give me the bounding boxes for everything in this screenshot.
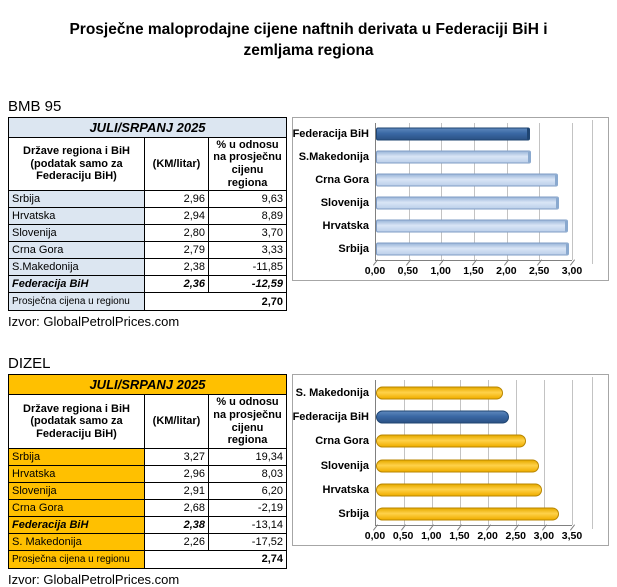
pct-cell: -2,19 [209,499,287,516]
axis-tick-label: 2,50 [528,264,550,277]
price-cell: 2,91 [145,482,209,499]
bars [376,380,572,526]
axis-tick-label: 1,50 [449,530,470,543]
table-row [9,225,287,242]
table-row [9,191,287,208]
country-cell: Federacija BiH [9,276,145,293]
bmb95-heading: BMB 95 [8,97,62,115]
dizel-col-country: Države regiona i BiH (podatak samo za Federaciju BiH) [9,395,145,449]
pct-cell: 6,20 [209,482,287,499]
table-row-federacija-bih [9,516,287,533]
price-cell: 2,96 [145,191,209,208]
category-label: Crna Gora [315,174,369,187]
gridline [572,123,573,260]
pct-cell: 8,03 [209,465,287,482]
country-cell: S.Makedonija [9,259,145,276]
axis-tick-label: 1,00 [430,264,451,277]
country-cell: Srbija [9,448,145,465]
price-cell: 2,38 [145,259,209,276]
pct-cell: 19,34 [209,448,287,465]
table-row [9,208,287,225]
axis-tick-label: 0,00 [364,530,386,543]
category-labels [292,123,371,261]
table-row [9,259,287,276]
bmb95-bar-chart [292,117,609,281]
table-row [9,242,287,259]
axis-tick-label: 1,50 [463,264,484,277]
section-bmb95 [8,98,609,330]
bmb95-table [8,117,287,312]
gridline [572,380,573,525]
country-cell: Hrvatska [9,465,145,482]
price-cell: 2,96 [145,465,209,482]
axis-tick-label: 3,00 [533,530,555,543]
category-label: Crna Gora [315,435,369,448]
chart-bar [376,410,509,423]
axis-tick-label: 2,50 [505,530,526,543]
axis-tick-label: 0,50 [392,530,414,543]
country-cell: Slovenija [9,225,145,242]
page-title: Prosječne maloprodajne cijene naftnih derivata u Federaciji BiH i zemljama regiona [69,21,548,59]
source-text: Izvor: GlobalPetrolPrices.com [8,571,180,587]
table-row [9,499,287,516]
country-cell: Crna Gora [9,242,145,259]
axis-tick-label: 1,00 [421,530,442,543]
category-label: Slovenija [320,197,369,210]
price-cell: 2,80 [145,225,209,242]
dizel-heading: DIZEL [8,355,51,373]
country-cell: Federacija BiH [9,516,145,533]
average-label: Prosječna cijena u regionu [9,550,145,568]
pct-cell: 3,70 [209,225,287,242]
chart-bar [376,151,531,164]
chart-bar [376,435,526,448]
dizel-bar-chart [292,374,609,546]
category-label: Hrvatska [322,483,369,496]
category-label: Federacija BiH [292,128,369,141]
chart-bar [376,128,530,141]
price-cell: 2,94 [145,208,209,225]
country-cell: Srbija [9,191,145,208]
pct-cell: -12,59 [209,276,287,293]
chart-side-wall [592,377,593,529]
chart-bar [376,483,542,496]
country-cell: Slovenija [9,482,145,499]
axis-tick-label: 3,00 [561,264,583,277]
average-label: Prosječna cijena u regionu [9,293,145,311]
axis-tick-label: 3,50 [561,530,583,543]
price-cell: 2,68 [145,499,209,516]
pct-cell: 8,89 [209,208,287,225]
category-label: Srbija [338,508,369,521]
category-label: Srbija [338,243,369,256]
price-cell: 2,79 [145,242,209,259]
country-cell: Crna Gora [9,499,145,516]
source-text: Izvor: GlobalPetrolPrices.com [8,314,180,330]
plot-area [292,123,602,261]
table-row [9,533,287,550]
pct-cell: -11,85 [209,259,287,276]
table-row-federacija-bih [9,276,287,293]
axis-tick-label: 2,00 [477,530,498,543]
x-axis [364,526,583,543]
dizel-period-header: JULI/SRPANJ 2025 [9,375,287,395]
pct-cell: -13,14 [209,516,287,533]
category-labels [292,380,371,526]
chart-bar [376,174,558,187]
axis-tick-label: 0,00 [364,264,386,277]
table-row [9,465,287,482]
pct-cell: 9,63 [209,191,287,208]
category-label: S.Makedonija [298,151,369,164]
chart-bar [376,243,569,256]
table-row [9,482,287,499]
plot-area [292,380,602,526]
table-row [9,448,287,465]
dizel-table [8,374,287,569]
chart-bar [376,386,503,399]
price-cell: 3,27 [145,448,209,465]
axis-tick-label: 2,00 [496,264,517,277]
average-value: 2,70 [145,293,287,311]
category-label: Hrvatska [322,220,369,233]
chart-side-wall [592,120,593,264]
table-row-average [9,550,287,568]
bmb95-col-country: Države regiona i BiH (podatak samo za Federaciju BiH) [9,137,145,191]
category-label: Federacija BiH [292,410,369,423]
pct-cell: 3,33 [209,242,287,259]
average-value: 2,74 [145,550,287,568]
dizel-col-pct: % u odnosu na prosječnu cijenu regiona [209,395,287,449]
x-axis [364,261,583,278]
category-label: Slovenija [320,459,369,472]
chart-bar [376,459,539,472]
section-dizel [8,355,609,587]
table-row-average [9,293,287,311]
price-cell: 2,36 [145,276,209,293]
dizel-col-price: (KM/litar) [145,395,209,449]
price-cell: 2,26 [145,533,209,550]
bars [376,123,572,261]
bmb95-col-pct: % u odnosu na prosječnu cijenu regiona [209,137,287,191]
pct-cell: -17,52 [209,533,287,550]
country-cell: Hrvatska [9,208,145,225]
axis-tick-label: 0,50 [397,264,419,277]
bmb95-col-price: (KM/litar) [145,137,209,191]
category-label: S. Makedonija [295,386,369,399]
price-cell: 2,38 [145,516,209,533]
country-cell: S. Makedonija [9,533,145,550]
chart-bar [376,197,559,210]
chart-bar [376,508,559,521]
chart-bar [376,220,568,233]
bmb95-period-header: JULI/SRPANJ 2025 [9,117,287,137]
